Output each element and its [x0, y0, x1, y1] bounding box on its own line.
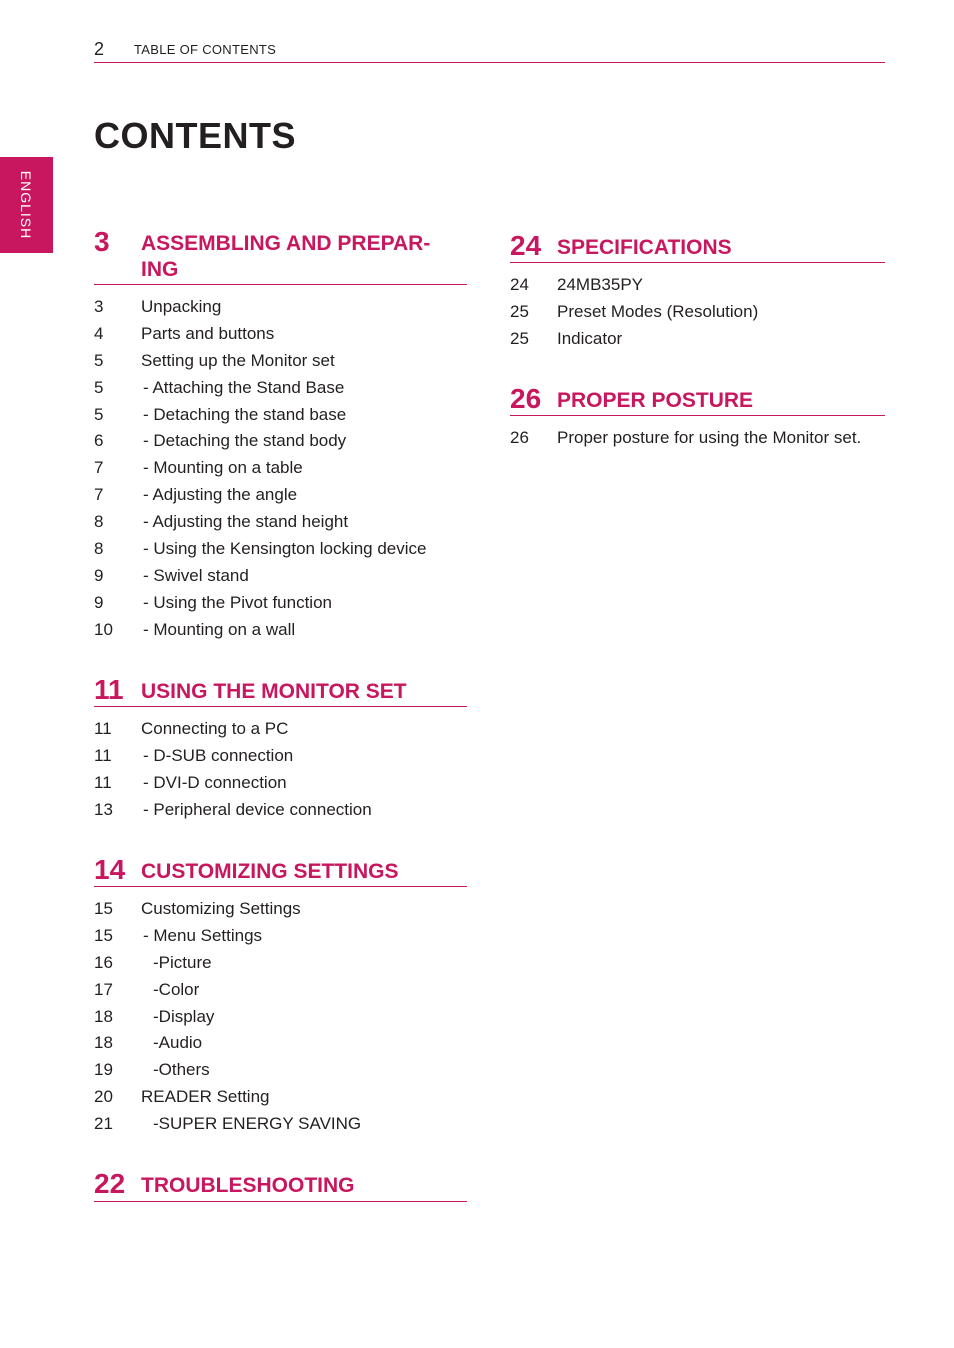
section-troubleshooting — [94, 1168, 467, 1202]
entry-page: 25 — [510, 301, 529, 321]
entry-page: 10 — [94, 619, 113, 639]
entry-text: - Menu Settings — [143, 925, 263, 945]
toc-entry[interactable] — [94, 1032, 467, 1059]
toc-entry[interactable] — [94, 1086, 467, 1113]
entry-page: 7 — [94, 485, 104, 505]
entry-page: 26 — [510, 428, 529, 447]
entry-page: 24 — [510, 275, 529, 294]
entry-text: - Using the Kensington locking device — [143, 539, 427, 559]
entry-text: - Adjusting the angle — [143, 485, 298, 505]
page-header — [94, 38, 885, 63]
toc-entry[interactable] — [94, 511, 467, 538]
entry-page: 18 — [94, 1006, 113, 1026]
section-assembling — [94, 226, 467, 646]
entry-page: 18 — [94, 1033, 113, 1053]
toc-entry[interactable] — [510, 274, 885, 301]
entry-page: 8 — [94, 512, 104, 532]
toc-entry[interactable] — [94, 745, 467, 772]
entry-text: Indicator — [557, 328, 623, 348]
entry-list — [94, 898, 467, 1140]
toc-entry[interactable] — [94, 538, 467, 565]
section-page-number: 14 — [94, 854, 126, 885]
toc-entry[interactable] — [510, 328, 885, 355]
entry-text: Connecting to a PC — [141, 719, 289, 738]
toc-entry[interactable] — [94, 772, 467, 799]
toc-entry[interactable] — [94, 619, 467, 646]
toc-entry[interactable] — [94, 925, 467, 952]
section-heading — [94, 226, 467, 285]
entry-text: 24MB35PY — [557, 275, 643, 294]
entry-list — [510, 427, 885, 454]
entry-text: - Attaching the Stand Base — [143, 377, 345, 397]
entry-text: -Color — [153, 979, 200, 999]
section-heading — [510, 230, 885, 263]
entry-text: -SUPER ENERGY SAVING — [153, 1114, 362, 1134]
entry-text: -Others — [153, 1060, 210, 1080]
toc-entry[interactable] — [94, 592, 467, 619]
entry-text: Proper posture for using the Monitor set. — [557, 428, 862, 447]
entry-page: 17 — [94, 979, 113, 999]
entry-text: Setting up the Monitor set — [141, 350, 335, 370]
toc-entry[interactable] — [94, 377, 467, 404]
entry-list — [510, 274, 885, 355]
entry-page: 19 — [94, 1060, 113, 1080]
entry-page: 25 — [510, 328, 529, 348]
section-title: USING THE MONITOR SET — [141, 680, 407, 703]
toc-entry[interactable] — [94, 1113, 467, 1140]
section-page-number: 3 — [94, 226, 110, 257]
section-proper-posture — [510, 383, 885, 454]
running-title: TABLE OF CONTENTS — [134, 42, 277, 57]
toc-entry[interactable] — [510, 301, 885, 328]
entry-page: 21 — [94, 1114, 113, 1134]
entry-page: 9 — [94, 592, 104, 612]
entry-page: 5 — [94, 350, 104, 370]
toc-entry[interactable] — [94, 323, 467, 350]
entry-page: 5 — [94, 377, 104, 397]
entry-text: - D-SUB connection — [143, 745, 294, 765]
entry-text: Unpacking — [141, 297, 222, 316]
toc-entry[interactable] — [94, 296, 467, 323]
entry-page: 4 — [94, 323, 104, 343]
section-title: PROPER POSTURE — [557, 389, 754, 412]
toc-entry[interactable] — [94, 799, 467, 826]
toc-entry[interactable] — [94, 404, 467, 431]
toc-entry[interactable] — [94, 952, 467, 979]
entry-text: - Detaching the stand body — [143, 431, 347, 451]
entry-text: - DVI-D connection — [143, 772, 287, 792]
entry-page: 16 — [94, 952, 113, 972]
entry-page: 20 — [94, 1087, 113, 1107]
section-title: CUSTOMIZING SETTINGS — [141, 860, 399, 883]
entry-text: - Mounting on a wall — [143, 619, 296, 639]
entry-text: - Swivel stand — [143, 565, 249, 585]
page-title: CONTENTS — [94, 115, 296, 156]
section-using-monitor — [94, 674, 467, 826]
toc-entry[interactable] — [94, 979, 467, 1006]
section-title — [94, 226, 467, 283]
section-heading — [94, 854, 467, 887]
entry-page: 3 — [94, 297, 104, 316]
entry-text: - Using the Pivot function — [143, 592, 332, 612]
entry-page: 15 — [94, 925, 113, 945]
section-page-number: 24 — [510, 230, 542, 261]
entry-page: 11 — [94, 745, 112, 765]
toc-entry[interactable] — [94, 430, 467, 457]
section-specifications — [510, 230, 885, 355]
entry-page: 6 — [94, 431, 104, 451]
section-heading — [510, 383, 885, 416]
entry-text: -Audio — [153, 1033, 203, 1053]
section-title: TROUBLESHOOTING — [141, 1174, 355, 1197]
entry-text: -Display — [153, 1006, 215, 1026]
entry-text: - Peripheral device connection — [143, 799, 372, 819]
entry-text: Parts and buttons — [141, 323, 275, 343]
toc-entry[interactable] — [94, 1059, 467, 1086]
entry-text: - Mounting on a table — [143, 458, 303, 478]
toc-entry[interactable] — [94, 457, 467, 484]
entry-page: 5 — [94, 404, 104, 424]
entry-page: 8 — [94, 539, 104, 559]
entry-list — [94, 296, 467, 646]
section-page-number: 22 — [94, 1168, 126, 1199]
language-tab — [0, 157, 53, 253]
toc-entry[interactable] — [510, 427, 885, 454]
entry-list — [94, 718, 467, 826]
entry-text: Customizing Settings — [141, 899, 301, 918]
toc-entry[interactable] — [94, 565, 467, 592]
entry-text: Preset Modes (Resolution) — [557, 301, 759, 321]
entry-text: -Picture — [153, 952, 212, 972]
section-page-number: 26 — [510, 383, 542, 414]
toc-entry[interactable] — [94, 484, 467, 511]
entry-text: READER Setting — [141, 1087, 270, 1107]
entry-text: - Adjusting the stand height — [143, 512, 349, 532]
toc-entry[interactable] — [94, 350, 467, 377]
entry-page: 13 — [94, 799, 113, 819]
toc-entry[interactable] — [94, 898, 467, 925]
page-number: 2 — [94, 39, 105, 59]
section-title: SPECIFICATIONS — [557, 236, 732, 259]
toc-entry[interactable] — [94, 718, 467, 745]
section-title-line: ASSEMBLING AND PREPAR- — [141, 232, 431, 255]
section-heading — [94, 674, 467, 707]
section-page-number: 11 — [94, 674, 124, 705]
toc-entry[interactable] — [94, 1006, 467, 1033]
section-customizing — [94, 854, 467, 1140]
section-heading — [94, 1168, 467, 1202]
entry-page: 15 — [94, 899, 113, 918]
entry-text: - Detaching the stand base — [143, 404, 347, 424]
entry-page: 9 — [94, 565, 104, 585]
entry-page: 7 — [94, 458, 104, 478]
entry-page: 11 — [94, 719, 112, 738]
language-tab-label: ENGLISH — [18, 170, 34, 240]
entry-page: 11 — [94, 772, 112, 792]
section-title-line: ING — [141, 258, 179, 281]
